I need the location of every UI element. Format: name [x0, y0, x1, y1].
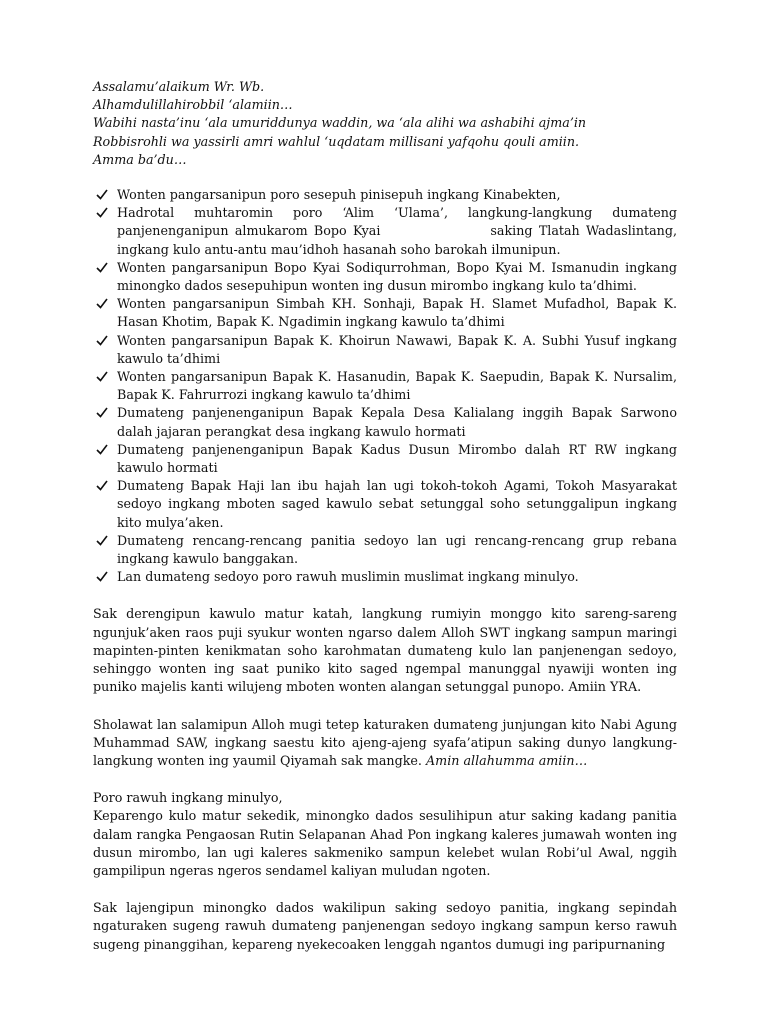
acknowledgement-text: saking Tlatah Wadaslintang, ingkang kulo antu-antu mau’idhoh hasanah soho barokah ilmunipun.: [117, 223, 677, 257]
acknowledgement-item: [93, 477, 677, 532]
acknowledgement-item: [93, 404, 677, 440]
checkmark-icon: [96, 477, 110, 495]
acknowledgement-item: [93, 368, 677, 404]
paragraph-sholawat: [93, 716, 677, 771]
greeting-line: Assalamu’alaikum Wr. Wb.: [93, 79, 265, 94]
acknowledgement-item: [93, 441, 677, 477]
checkmark-icon: [96, 259, 110, 277]
acknowledgement-item: [93, 204, 677, 259]
sholawat-closing: Amin allahumma amiin…: [426, 752, 588, 768]
acknowledgement-item: [93, 259, 677, 295]
checkmark-icon: [96, 332, 110, 350]
greeting-line: Amma ba’du…: [93, 151, 187, 167]
checkmark-icon: [96, 441, 110, 459]
checkmark-icon: [96, 204, 110, 222]
acknowledgement-text: Lan dumateng sedoyo poro rawuh muslimin muslimat ingkang minulyo.: [117, 569, 579, 585]
checkmark-icon: [96, 295, 110, 313]
acknowledgement-text: Wonten pangarsanipun Bopo Kyai Sodiqurrohman, Bopo Kyai M. Ismanudin ingkang minongko dados sesepuhipun wonten ing dusun mirombo ingkang kulo ta’dhimi.: [117, 259, 677, 294]
checkmark-icon: [96, 368, 110, 386]
acknowledgement-list: [93, 186, 677, 586]
acknowledgement-item: [93, 295, 677, 331]
opening-greetings: [93, 78, 677, 169]
paragraph-gratitude: Sak derengipun kawulo matur katah, langkung rumiyin monggo kito sareng-sareng ngunjuk’aken raos puji syukur wonten ngarso dalem Alloh SWT ingkang sampun maringi mapinten-pinten kenikmatan soho karohmatan dumateng kulo lan panjenengan sedoyo, sehinggo wonten ing saat puniko kito saged ngempal manunggal nyawiji wonten ing puniko majelis kanti wilujeng mboten wonten alangan setunggal punopo. Amiin YRA.: [93, 606, 677, 695]
greeting-line: Wabihi nasta’inu ‘ala umuriddunya waddin, wa ‘ala alihi wa ashabihi ajma’in: [93, 115, 587, 131]
acknowledgement-text: Wonten pangarsanipun Bapak K. Hasanudin, Bapak K. Saepudin, Bapak K. Nursalim, Bapak K. Fahrurrozi ingkang kawulo ta’dhimi: [117, 369, 677, 403]
greeting-line: Alhamdulillahirobbil ‘alamiin…: [93, 97, 293, 113]
acknowledgement-text: Dumateng rencang-rencang panitia sedoyo lan ugi rencang-rencang grup rebana ingkang kawulo banggakan.: [117, 532, 677, 567]
acknowledgement-item: [93, 532, 677, 568]
sholawat-text: Sholawat lan salamipun Alloh mugi tetep katuraken dumateng junjungan kito Nabi Agung Muhammad SAW, ingkang saestu kito ajeng-ajeng syafa’atipun saking dunyo langkung-langkung wonten ing yaumil Qiyamah sak mangke.: [93, 716, 677, 768]
acknowledgement-text: Wonten pangarsanipun poro sesepuh pinisepuh ingkang Kinabekten,: [117, 187, 561, 203]
acknowledgement-item: [93, 332, 677, 368]
document-page: [93, 78, 677, 954]
greeting-line: Robbisrohli wa yassirli amri wahlul ‘uqdatam millisani yafqohu qouli amiin.: [93, 133, 580, 149]
acknowledgement-text: Dumateng panjenenganipun Bapak Kadus Dusun Mirombo dalah RT RW ingkang kawulo hormati: [117, 441, 677, 476]
acknowledgement-item: [93, 186, 677, 204]
paragraph-opening: Poro rawuh ingkang minulyo,: [93, 790, 283, 806]
paragraph-welcome: Sak lajengipun minongko dados wakilipun saking sedoyo panitia, ingkang sepindah ngaturaken sugeng rawuh dumateng panjenengan sedoyo ingkang sampun kerso rawuh sugeng pinanggihan, kepareng nyekecoaken lenggah ngantos dumugi ing paripurnaning: [93, 900, 677, 952]
checkmark-icon: [96, 532, 110, 550]
acknowledgement-text: Hadrotal muhtaromin poro ‘Alim ‘Ulama’, langkung-langkung dumateng panjenenganipun almukarom Bopo Kyai: [117, 205, 677, 239]
checkmark-icon: [96, 404, 110, 422]
acknowledgement-text: Dumateng Bapak Haji lan ibu hajah lan ugi tokoh-tokoh Agami, Tokoh Masyarakat sedoyo ingkang mboten saged kawulo sebat setunggal soho setunggalipun ingkang kito mulya’aken.: [117, 478, 677, 530]
acknowledgement-text: Dumateng panjenenganipun Bapak Kepala Desa Kalialang inggih Bapak Sarwono dalah jajaran perangkat desa ingkang kawulo hormati: [117, 405, 677, 439]
acknowledgement-item: [93, 568, 677, 586]
acknowledgement-text: Wonten pangarsanipun Simbah KH. Sonhaji, Bapak H. Slamet Mufadhol, Bapak K. Hasan Khotim, Bapak K. Ngadimin ingkang kawulo ta’dhimi: [117, 296, 677, 330]
acknowledgement-text: Wonten pangarsanipun Bapak K. Khoirun Nawawi, Bapak K. A. Subhi Yusuf ingkang kawulo ta’dhimi: [117, 332, 677, 366]
checkmark-icon: [96, 186, 110, 204]
paragraph-announcement: Keparengo kulo matur sekedik, minongko dados sesulihipun atur saking kadang panitia dalam rangka Pengaosan Rutin Selapanan Ahad Pon ingkang kaleres jumawah wonten ing dusun mirombo, lan ugi kaleres sakmeniko sampun kelebet wulan Robi’ul Awal, nggih gampilipun ngeras ngeros sendamel kaliyan muludan ngoten.: [93, 808, 677, 878]
checkmark-icon: [96, 568, 110, 586]
